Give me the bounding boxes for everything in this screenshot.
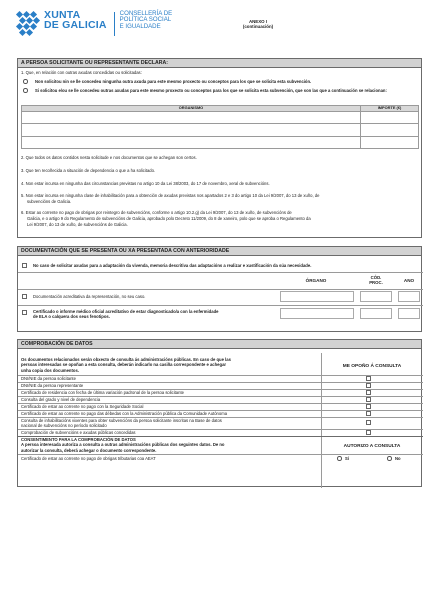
amount-column-header: IMPORTE (€) [361,106,419,112]
documentation-section [17,246,422,332]
declaration-item-6-cont: Galicia, e o artigo 9 do Regulamento de subvencións de Galicia, aprobado polo Decreto 11/2009, do 8 de xaneiro, polo que se aproba o Regulamento da [27,216,311,221]
year-field[interactable] [398,291,420,302]
organism-cell[interactable] [22,124,361,136]
medical-certificate-line2: de ELA o calquera dos seus fenotipos. [33,314,110,320]
separator [18,375,423,376]
declaration-section [17,58,422,238]
declaration-item-2: 2. Que todos os datos contidos nesta solicitude e nos documentos que se achegan son certos. [21,155,197,160]
verification-row-label [21,418,319,429]
separator [18,272,423,273]
oppose-checkbox[interactable] [366,420,371,425]
declaration-item-1: 1. Que, en relación con outras axudas concedidas ou solicitadas: [21,70,142,75]
dept-line2: POLÍTICA SOCIAL [119,16,172,24]
separator [18,454,423,455]
separator [18,289,423,290]
annex-title: ANEXO I [248,19,268,24]
declaration-item-5: 5. Non estar incursa en ningunha clase de inhabilitación para a obtención de axudas previstas nos apartados 2 e 3 do artigo 10 da Lei 9/2007, do 13 de xuño, de [21,193,320,198]
representation-doc-checkbox[interactable] [22,294,27,299]
declaration-title: A PERSOA SOLICITANTE OU REPRESENTANTE DECLARA: [18,59,421,68]
other-aid-table [21,105,419,149]
authorize-no-radio[interactable] [387,456,392,461]
authorize-column-header: AUTORIZO A CONSULTA [343,444,401,449]
organ-field[interactable] [280,308,354,319]
amount-cell[interactable] [361,124,419,136]
procedure-code-field[interactable] [360,291,392,302]
declaration-item-5-cont: subvencións de Galicia. [27,199,72,204]
verification-row-line2: nacional de subvencións no período solicitado [21,423,107,429]
procedure-code-label-2: PROC. [369,280,383,286]
amount-cell[interactable] [361,136,419,148]
verification-row-label: Comprobación de subvencións e axudas públicas concedidas [21,430,136,435]
organism-column-header: ORGANISMO [22,106,361,112]
declaration-item-4: 4. Non estar incursa en ningunha das circunstancias previstas no artigo 10 da Lei 38/2003, do 17 de novembro, xeral de subvencións. [21,181,270,186]
declaration-item-6-end: Lei 9/2007, do 13 de xuño, de subvencións de Galicia. [27,222,128,227]
no-other-aid-radio[interactable] [23,79,28,84]
page-header [16,10,426,50]
oppose-checkbox[interactable] [366,411,371,416]
verification-intro [21,357,319,373]
procedure-code-field[interactable] [360,308,392,319]
verification-intro-line2: persoas interesadas se opoñan a esta consulta, deberán indicarlo na casiña correspondente e achegar [21,362,227,368]
logo-divider [114,12,115,36]
consent-title: CONSENTIMENTO PARA LA COMPROBACIÓN DE DATOS [21,437,136,442]
verification-intro-line3: unha copia dos documentos. [21,367,79,373]
consent-block [21,437,319,453]
oppose-checkbox[interactable] [366,383,371,388]
medical-certificate-line1: Certificado o informe médico oficial acreditativo de estar diagnosticado/a con la enfermidade [33,309,219,314]
oppose-checkbox[interactable] [366,404,371,409]
consent-line2: autorizar la consulta, deberá achegar o documento correspondente. [21,447,157,453]
annex-subtitle: (continuación) [242,24,274,29]
year-field[interactable] [398,308,420,319]
annex-heading [228,19,288,29]
column-divider [321,353,322,488]
verification-row-label: DNI/NIE da persoa solicitante [21,376,76,381]
authorize-yes-label: Sí [345,456,349,461]
other-aid-radio[interactable] [23,88,28,93]
no-other-aid-label: Non solicitou nin se lle concedeu ningunha outra axuda para este mesmo proxecto ou conceptos para los que se solicita esta subvención. [35,79,312,84]
oppose-checkbox[interactable] [366,376,371,381]
verification-row-label: Consulta del grado y nivel de dependencia [21,397,101,402]
verification-row-label: Certificado de estar ao corrente no pago con la Seguridade Social [21,404,144,409]
organ-field[interactable] [280,291,354,302]
dept-line3: E IGUALDADE [119,22,161,30]
organ-column-header: ÓRGANO [305,278,327,283]
verification-row-label: Certificado de estar ao corrente no pago das débedas con la Administración pública da Comunidade Autónoma [21,411,228,416]
year-column-header: ANO [403,278,415,283]
separator [18,305,423,306]
housing-memory-checkbox[interactable] [22,263,27,268]
organism-cell[interactable] [22,136,361,148]
xunta-emblem-icon [16,10,40,38]
oppose-checkbox[interactable] [366,397,371,402]
verification-row-label: Certificado de residencia con fecha de última variación padronal de la persoa solicitante [21,390,184,395]
declaration-item-3: 3. Que ten recoñecida a situación de dependencia o que a ha solicitado. [21,168,156,173]
verification-row-label: DNI/NIE da persoa representante [21,383,84,388]
xunta-logo [16,10,172,38]
consent-line1: A persoa interesada autoriza a consulta a outras administracións públicas dos seguintes datos. De no [21,442,225,448]
oppose-checkbox[interactable] [366,390,371,395]
medical-certificate-checkbox[interactable] [22,310,27,315]
org-name [44,10,107,30]
authorize-yes-radio[interactable] [337,456,342,461]
authorize-no-label: No [395,456,401,461]
data-verification-title: COMPROBACIÓN DE DATOS [18,340,421,349]
verification-intro-line1: Os documentos relacionados serán obxecto de consulta ás administracións públicas. En caso de que las [21,357,231,362]
documentation-title: DOCUMENTACIÓN QUE SE PRESENTA OU XA PRESENTADA CON ANTERIORIDADE [18,247,421,256]
procedure-code-label: CÓD. [370,275,382,280]
organism-cell[interactable] [22,112,361,124]
representation-doc-label: Documentación acreditativa da representación, no seu caso. [33,294,146,299]
data-verification-section [17,339,422,487]
amount-cell[interactable] [361,112,419,124]
housing-memory-label: No caso de solicitar axudas para a adaptación da vivenda, memoria descritiva das adaptacións a realizar e xustificación da súa necesidade. [33,263,312,268]
declaration-item-6: 6. Estar ao corrente no pago de obrigas por reintegro de subvencións, conforme o artigo 10.2.g) da Lei 9/2007, do 13 de xuño, de subvencións de [21,210,292,215]
procedure-code-header [358,275,394,286]
medical-certificate-label [33,309,273,320]
other-aid-label: Si solicitou e/ou se lle concedeu outras axudas para este mesmo proxecto ou conceptos para los que se solicita esta subvención, que son las que a continuación se relacionan: [35,88,387,93]
dept-line1: CONSELLERÍA DE [119,10,173,17]
aeat-row-label: Certificado de estar ao corrente no pago de obrigas tributarias coa AEAT [21,456,156,461]
department-name [120,11,173,30]
org-line1: XUNTA [44,9,81,21]
oppose-checkbox[interactable] [366,430,371,435]
verification-row-line1: Consulta de inhabilitacións vixentes para obter subvencións da persoa solicitante inscritas na Base de datos [21,418,222,423]
org-line2: DE GALICIA [44,19,107,31]
oppose-column-header: ME OPOÑO Á CONSULTA [342,364,402,369]
